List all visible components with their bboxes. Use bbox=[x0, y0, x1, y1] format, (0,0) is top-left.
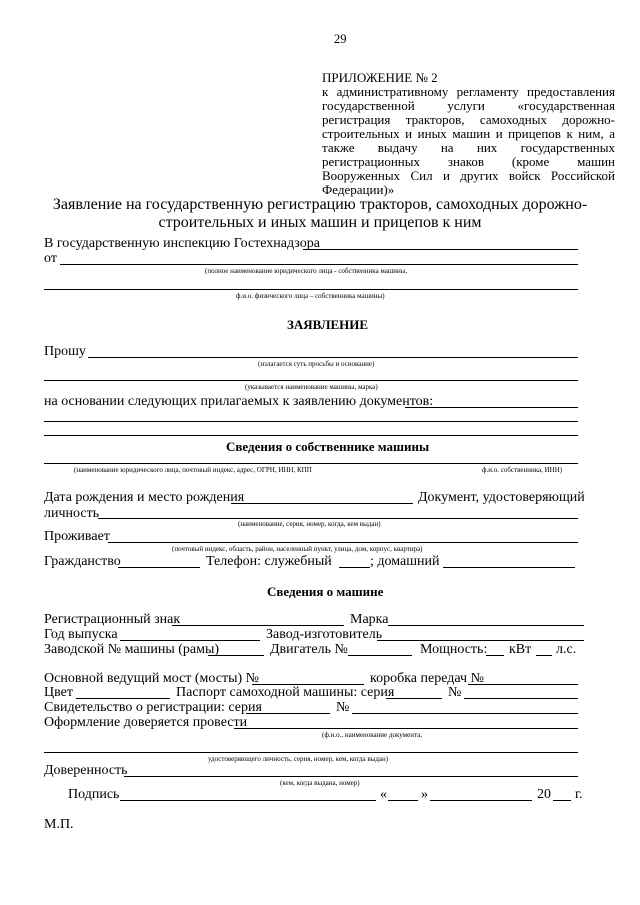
owner-hint-left: (наименование юридического лица, почтовый индекс, адрес, ОГРН, ИНН, КПП bbox=[74, 466, 312, 474]
request-hint: (излагается суть просьбы и основание) bbox=[258, 360, 375, 368]
owner-section-heading: Сведения о собственнике машины bbox=[226, 439, 430, 454]
statement-heading: ЗАЯВЛЕНИЕ bbox=[287, 317, 369, 332]
residence-field[interactable] bbox=[108, 542, 578, 543]
quote-close: » bbox=[421, 787, 428, 802]
reg-sign-field[interactable] bbox=[172, 625, 344, 626]
birth-field[interactable] bbox=[231, 503, 413, 504]
machine-section-heading: Сведения о машине bbox=[267, 584, 384, 599]
passport-series-field[interactable] bbox=[386, 698, 442, 699]
certificate-number-field[interactable] bbox=[352, 713, 578, 714]
documents-field-2[interactable] bbox=[44, 421, 578, 422]
passport-number-field[interactable] bbox=[464, 698, 578, 699]
year-label: Год выпуска bbox=[44, 627, 118, 642]
from-field[interactable] bbox=[60, 264, 578, 265]
trust-label: Оформление доверяется провести bbox=[44, 715, 248, 730]
seal-label: М.П. bbox=[44, 817, 74, 832]
passport-label: Паспорт самоходной машины: серия bbox=[176, 685, 395, 700]
identity-label: личность bbox=[44, 506, 100, 521]
identity-hint: (наименование, серия, номер, когда, кем выдан) bbox=[238, 520, 381, 528]
trust-field[interactable] bbox=[234, 728, 578, 729]
birth-label: Дата рождения и место рождения bbox=[44, 490, 245, 505]
color-label: Цвет bbox=[44, 685, 73, 700]
signature-month-field[interactable] bbox=[430, 800, 532, 801]
year-suffix: г. bbox=[575, 787, 583, 802]
color-field[interactable] bbox=[76, 698, 170, 699]
request-field[interactable] bbox=[88, 357, 578, 358]
trust-field-2[interactable] bbox=[44, 752, 578, 753]
brand-label: Марка bbox=[350, 612, 389, 627]
home-label: ; домашний bbox=[370, 554, 440, 569]
signature-day-field[interactable] bbox=[388, 800, 418, 801]
inspection-field[interactable] bbox=[303, 249, 578, 250]
manufacturer-field[interactable] bbox=[377, 640, 584, 641]
appendix-line: строительных и иных машин и прицепов к ним, а bbox=[322, 126, 615, 141]
certificate-series-field[interactable] bbox=[246, 713, 330, 714]
poa-hint: (кем, когда выдана, номер) bbox=[280, 779, 360, 787]
appendix-line: Вооруженных Сил и других войск Российской bbox=[322, 168, 615, 183]
brand-field[interactable] bbox=[388, 625, 584, 626]
signature-label: Подпись bbox=[68, 787, 120, 802]
appendix-line: регистрация тракторов, самоходных дорожно- bbox=[322, 112, 615, 127]
id-doc-label: Документ, удостоверяющий bbox=[418, 490, 585, 505]
year-field[interactable] bbox=[120, 640, 260, 641]
form-title-line2: строительных и иных машин и прицепов к ним bbox=[158, 214, 482, 232]
appendix-line: к административному регламенту предоставления bbox=[322, 84, 615, 99]
axle-label: Основной ведущий мост (мосты) № bbox=[44, 671, 260, 686]
from-field-2[interactable] bbox=[44, 289, 578, 290]
documents-field-3[interactable] bbox=[44, 435, 578, 436]
trust-hint-1: (ф.и.о., наименование документа, bbox=[322, 731, 422, 739]
power-of-attorney-label: Доверенность bbox=[44, 763, 128, 778]
trust-hint-2: удостоверяющего личность, серия, номер, кем, когда выдан) bbox=[208, 755, 389, 763]
from-hint-2: ф.и.о. физического лица – собственника машины) bbox=[236, 292, 385, 300]
owner-field[interactable] bbox=[44, 463, 578, 464]
page-number: 29 bbox=[334, 32, 347, 46]
machine-field[interactable] bbox=[44, 380, 578, 381]
gearbox-field[interactable] bbox=[468, 684, 578, 685]
year-prefix: 20 bbox=[537, 787, 551, 802]
engine-field[interactable] bbox=[348, 655, 412, 656]
from-hint-1: (полное наименование юридического лица - собственника машины, bbox=[205, 267, 408, 275]
appendix-line: также выдачу на них государственных bbox=[322, 140, 615, 155]
owner-hint-right: ф.и.о. собственника, ИНН) bbox=[482, 466, 563, 474]
machine-hint: (указывается наименование машины, марка) bbox=[245, 383, 378, 391]
citizenship-field[interactable] bbox=[118, 567, 200, 568]
manufacturer-label: Завод-изготовитель bbox=[266, 627, 383, 642]
frame-field[interactable] bbox=[208, 655, 264, 656]
identity-field[interactable] bbox=[98, 518, 578, 519]
power-of-attorney-field[interactable] bbox=[124, 776, 578, 777]
residence-label: Проживает bbox=[44, 529, 110, 544]
appendix-line: регистрационных знаков (кроме машин bbox=[322, 154, 615, 169]
signature-field[interactable] bbox=[120, 800, 376, 801]
power-hp-field[interactable] bbox=[536, 655, 552, 656]
appendix-line-last: Федерации)» bbox=[322, 182, 395, 197]
phone-work-field[interactable] bbox=[339, 567, 370, 568]
phone-home-field[interactable] bbox=[443, 567, 575, 568]
power-kw-field[interactable] bbox=[486, 655, 504, 656]
citizenship-label: Гражданство bbox=[44, 554, 121, 569]
documents-field-1[interactable] bbox=[405, 407, 578, 408]
documents-label: на основании следующих прилагаемых к заявлению документов: bbox=[44, 394, 434, 409]
residence-hint: (почтовый индекс, область, район, населенный пункт, улица, дом, корпус, квартира) bbox=[172, 545, 423, 553]
appendix-line: государственной услуги «государственная bbox=[322, 98, 615, 113]
form-title-line1: Заявление на государственную регистрацию тракторов, самоходных дорожно- bbox=[52, 196, 588, 213]
certificate-label: Свидетельство о регистрации: серия bbox=[44, 700, 262, 715]
engine-label: Двигатель № bbox=[270, 642, 348, 657]
form-title bbox=[40, 196, 600, 233]
certificate-number-sign: № bbox=[336, 700, 350, 715]
gearbox-label: коробка передач № bbox=[370, 671, 484, 686]
appendix-title: ПРИЛОЖЕНИЕ № 2 bbox=[322, 70, 438, 85]
phone-label: Телефон: служебный bbox=[206, 554, 332, 569]
quote-open: « bbox=[380, 787, 387, 802]
frame-label: Заводской № машины (рамы) bbox=[44, 642, 220, 657]
request-label: Прошу bbox=[44, 344, 86, 359]
from-label: от bbox=[44, 251, 57, 266]
kw-label: кВт bbox=[509, 642, 532, 657]
passport-number-sign: № bbox=[448, 685, 462, 700]
hp-label: л.с. bbox=[556, 642, 577, 657]
reg-sign-label: Регистрационный знак bbox=[44, 612, 181, 627]
to-inspection-label: В государственную инспекцию Гостехнадзора bbox=[44, 236, 320, 251]
signature-year-field[interactable] bbox=[553, 800, 571, 801]
power-label: Мощность: bbox=[420, 642, 488, 657]
